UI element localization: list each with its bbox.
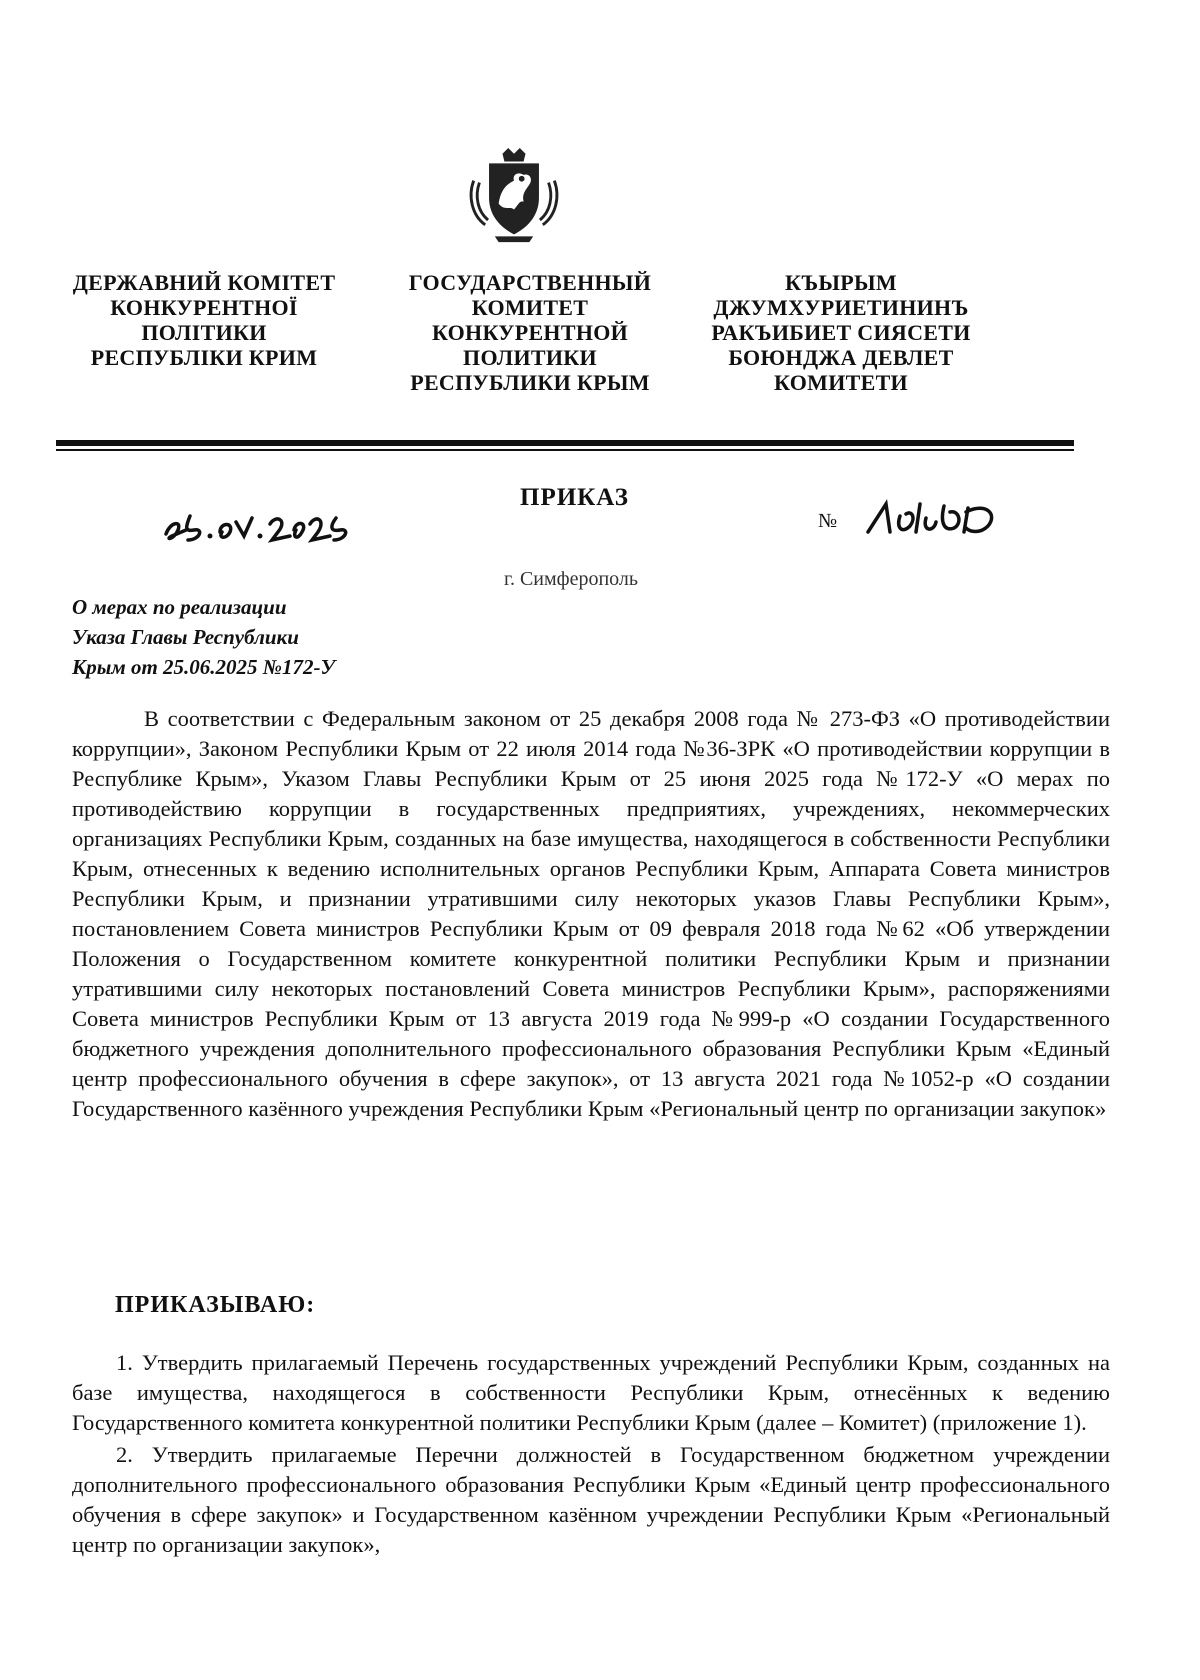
header-line: БОЮНДЖА ДЕВЛЕТ [728, 345, 954, 370]
header-crimean-tatar [696, 270, 986, 395]
header-line: КОМИТЕТ [471, 295, 589, 320]
header-russian [400, 270, 660, 395]
header-ukrainian [70, 270, 338, 370]
number-symbol: № [818, 510, 838, 532]
header-line: КОНКУРЕНТНОЇ [110, 295, 298, 320]
preamble [72, 704, 1110, 1124]
order-items [72, 1348, 1110, 1562]
handwritten-number [862, 488, 1022, 540]
order-item-1: 1. Утвердить прилагаемый Перечень государственных учреждений Республики Крым, созданных на базе имущества, находящегося в собственности Республики Крым, отнесённых к ведению Государственного комитета конкурентной политики Республики Крым (далее – Комитет) (приложение 1). [72, 1350, 1110, 1435]
header-line: РАКЪИБИЕТ СИЯСЕТИ [711, 320, 971, 345]
header-line: КЪЫРЫМ [785, 270, 897, 295]
subject-line: Крым от 25.06.2025 №172-У [72, 655, 336, 679]
handwritten-date [160, 496, 360, 548]
preamble-paragraph: В соответствии с Федеральным законом от 25 декабря 2008 года № 273-ФЗ «О противодействии коррупции», Законом Республики Крым от 22 июля 2014 года №36-ЗРК «О противодействии коррупции в Республике Крым», Указом Главы Республики Крым от 25 июня 2025 года №172-У «О мерах по противодействию коррупции в государственных предприятиях, учреждениях, некоммерческих организациях Республики Крым, созданных на базе имущества, находящегося в собственности Республики Крым, отнесенных к ведению исполнительных органов Республики Крым, Аппарата Совета министров Республики Крым, и признании утратившими силу некоторых указов Главы Республики Крым», постановлением Совета министров Республики Крым от 09 февраля 2018 года №62 «Об утверждении Положения о Государственном комитете конкурентной политики Республики Крым и признании утратившими силу некоторых постановлений Совета министров Республики Крым», распоряжениями Совета министров Республики Крым от 13 августа 2019 года №999-р «О создании Государственного бюджетного учреждения дополнительного профессионального образования Республики Крым «Единый центр профессионального обучения в сфере закупок», от 13 августа 2021 года №1052-р «О создании Государственного казённого учреждения Республики Крым «Региональный центр по организации закупок» [72, 706, 1110, 1121]
subject-line: О мерах по реализации [72, 595, 287, 619]
header-divider-thin [56, 449, 1074, 451]
header-line: ДЕРЖАВНИЙ КОМІТЕТ [72, 270, 336, 295]
document-subject [72, 592, 392, 682]
header-divider [56, 440, 1074, 446]
document-title: ПРИКАЗ [520, 484, 629, 511]
order-item-2: 2. Утвердить прилагаемые Перечни должностей в Государственном бюджетном учреждении дополнительного профессионального образования Республики Крым «Единый центр профессионального обучения в сфере закупок» и Государственном казённом учреждении Республики Крым «Региональный центр по организации закупок», [72, 1442, 1110, 1557]
coat-of-arms-emblem [466, 148, 562, 244]
city-name: г. Симферополь [504, 568, 639, 590]
subject-line: Указа Главы Республики [72, 625, 299, 649]
header-line: ДЖУМХУРИЕТИНИНЪ [713, 295, 969, 320]
order-heading: ПРИКАЗЫВАЮ: [115, 1292, 316, 1318]
header-line: ГОСУДАРСТВЕННЫЙ [408, 270, 652, 295]
header-line: ПОЛИТИКИ [463, 345, 597, 370]
header-line: ПОЛІТИКИ [141, 320, 267, 345]
header-line: КОНКУРЕНТНОЙ [431, 320, 629, 345]
header-line: РЕСПУБЛИКИ КРЫМ [410, 370, 650, 395]
header-line: КОМИТЕТИ [774, 370, 908, 395]
header-line: РЕСПУБЛІКИ КРИМ [90, 345, 318, 370]
